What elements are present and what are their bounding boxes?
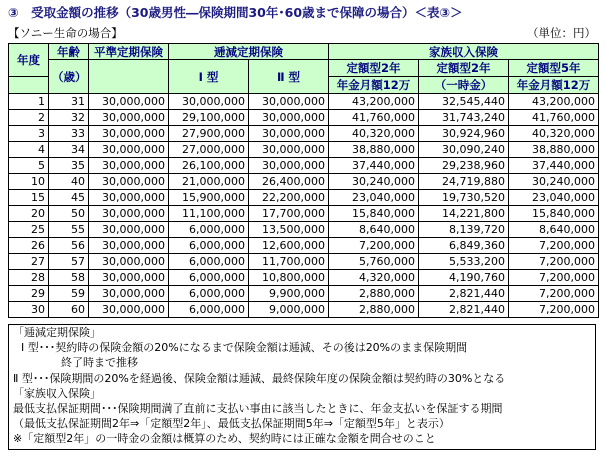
table-cell: 31,743,240 bbox=[419, 110, 509, 126]
level-term-header: 平準定期保険 bbox=[89, 44, 169, 60]
table-cell: 30,000,000 bbox=[249, 158, 329, 174]
table-cell: 40,320,000 bbox=[509, 126, 599, 142]
table-cell: 27,000,000 bbox=[169, 142, 249, 158]
decreasing-term-header: 逓減定期保険 bbox=[169, 44, 329, 60]
table-cell: 2 bbox=[9, 110, 49, 126]
table-row bbox=[9, 158, 599, 174]
table-cell: 30,000,000 bbox=[89, 110, 169, 126]
note-line: ※「定額型2年」の一時金の金額は概算のため、契約時には正確な金額を問合せのこと bbox=[13, 432, 436, 446]
table-cell: 30,000,000 bbox=[249, 126, 329, 142]
table-cell: 13,500,000 bbox=[249, 222, 329, 238]
table-cell: 30,000,000 bbox=[89, 254, 169, 270]
table-cell: 15,840,000 bbox=[509, 206, 599, 222]
table-cell: 26 bbox=[9, 238, 49, 254]
table-cell: 30,000,000 bbox=[89, 94, 169, 110]
table-cell: 32 bbox=[49, 110, 89, 126]
table-cell: 26,400,000 bbox=[249, 174, 329, 190]
table-cell: 10,800,000 bbox=[249, 270, 329, 286]
table-cell: 40,320,000 bbox=[329, 126, 419, 142]
benefit-table bbox=[8, 43, 599, 318]
year-header: 年度 bbox=[9, 44, 49, 77]
table-cell: 8,640,000 bbox=[509, 222, 599, 238]
table-cell: 50 bbox=[49, 206, 89, 222]
type2-header: Ⅱ 型 bbox=[249, 60, 329, 94]
table-cell: 7,200,000 bbox=[509, 302, 599, 318]
table-cell: 3 bbox=[9, 126, 49, 142]
fixed2-annuity-header-l2: 年金月額12万 bbox=[329, 77, 419, 94]
table-cell: 30 bbox=[9, 302, 49, 318]
table-cell: 26,100,000 bbox=[169, 158, 249, 174]
table-cell: 14,221,800 bbox=[419, 206, 509, 222]
table-cell: 29,100,000 bbox=[169, 110, 249, 126]
note-line: Ⅱ 型･･･保険期間の20%を経過後、保険金額は逓減、最終保険年度の保険金額は契約時の30%となる bbox=[13, 371, 506, 385]
table-cell: 6,000,000 bbox=[169, 238, 249, 254]
table-cell: 8,139,720 bbox=[419, 222, 509, 238]
table-cell: 30,090,240 bbox=[419, 142, 509, 158]
table-cell: 30,000,000 bbox=[89, 190, 169, 206]
note-line: Ⅰ 型･･･契約時の保険金額の20%になるまで保険金額は逓減、その後は20%のまま保険期間 bbox=[21, 341, 468, 355]
table-row bbox=[9, 238, 599, 254]
table-cell: 11,100,000 bbox=[169, 206, 249, 222]
table-row bbox=[9, 110, 599, 126]
table-cell: 9,000,000 bbox=[249, 302, 329, 318]
table-cell: 37,440,000 bbox=[509, 158, 599, 174]
table-cell: 15,900,000 bbox=[169, 190, 249, 206]
table-cell: 58 bbox=[49, 270, 89, 286]
fixed2-lump-header-l1: 定額型2年 bbox=[419, 60, 509, 77]
unit-label: （単位：円） bbox=[527, 26, 596, 40]
table-cell: 6,849,360 bbox=[419, 238, 509, 254]
fixed2-lump-header-l2: （一時金） bbox=[419, 77, 509, 94]
table-cell: 59 bbox=[49, 286, 89, 302]
table-cell: 23,040,000 bbox=[329, 190, 419, 206]
table-cell: 41,760,000 bbox=[509, 110, 599, 126]
table-cell: 30,000,000 bbox=[249, 110, 329, 126]
page-title: ③ 受取金額の推移（30歳男性―保険期間30年･60歳まで保障の場合）＜表③＞ bbox=[8, 5, 463, 20]
table-cell: 57 bbox=[49, 254, 89, 270]
table-cell: 5 bbox=[9, 158, 49, 174]
type1-header: Ⅰ 型 bbox=[169, 60, 249, 94]
table-cell: 37,440,000 bbox=[329, 158, 419, 174]
table-cell: 30,240,000 bbox=[509, 174, 599, 190]
table-cell: 34 bbox=[49, 142, 89, 158]
table-cell: 21,000,000 bbox=[169, 174, 249, 190]
note-line: 最低支払保証期間･･･保険期間満了直前に支払い事由に該当したときに、年金支払いを保証する期間 bbox=[13, 402, 503, 416]
table-cell: 30,240,000 bbox=[329, 174, 419, 190]
table-cell: 11,700,000 bbox=[249, 254, 329, 270]
fixed2-annuity-header-l1: 定額型2年 bbox=[329, 60, 419, 77]
table-cell: 7,200,000 bbox=[509, 270, 599, 286]
table-cell: 5,533,200 bbox=[419, 254, 509, 270]
table-cell: 32,545,440 bbox=[419, 94, 509, 110]
table-cell: 15 bbox=[9, 190, 49, 206]
table-row bbox=[9, 270, 599, 286]
table-cell: 30,924,960 bbox=[419, 126, 509, 142]
note-line: 「家族収入保険」 bbox=[13, 386, 101, 400]
table-cell: 30,000,000 bbox=[89, 126, 169, 142]
table-cell: 6,000,000 bbox=[169, 254, 249, 270]
fixed5-annuity-header-l2: 年金月額12万 bbox=[509, 77, 599, 94]
table-cell: 2,821,440 bbox=[419, 286, 509, 302]
note-line: 「逓減定期保険」 bbox=[13, 326, 101, 339]
table-cell: 19,730,520 bbox=[419, 190, 509, 206]
table-cell: 7,200,000 bbox=[509, 286, 599, 302]
notes-box bbox=[8, 324, 596, 450]
table-row bbox=[9, 286, 599, 302]
table-cell: 15,840,000 bbox=[329, 206, 419, 222]
table-cell: 55 bbox=[49, 222, 89, 238]
table-cell: 35 bbox=[49, 158, 89, 174]
table-cell: 6,000,000 bbox=[169, 270, 249, 286]
company-label: 【ソニー生命の場合】 bbox=[8, 26, 123, 40]
table-cell: 7,200,000 bbox=[509, 238, 599, 254]
table-cell: 30,000,000 bbox=[89, 222, 169, 238]
table-cell: 6,000,000 bbox=[169, 286, 249, 302]
table-cell: 2,821,440 bbox=[419, 302, 509, 318]
table-cell: 1 bbox=[9, 94, 49, 110]
table-cell: 9,900,000 bbox=[249, 286, 329, 302]
table-cell: 38,880,000 bbox=[329, 142, 419, 158]
table-cell: 4,190,760 bbox=[419, 270, 509, 286]
table-cell: 45 bbox=[49, 190, 89, 206]
table-row bbox=[9, 254, 599, 270]
table-cell: 2,880,000 bbox=[329, 302, 419, 318]
table-cell: 30,000,000 bbox=[89, 174, 169, 190]
table-cell: 25 bbox=[9, 222, 49, 238]
level-term-blank bbox=[89, 60, 169, 94]
table-row bbox=[9, 126, 599, 142]
table-cell: 30,000,000 bbox=[89, 142, 169, 158]
table-cell: 7,200,000 bbox=[509, 254, 599, 270]
table-cell: 4,320,000 bbox=[329, 270, 419, 286]
table-cell: 6,000,000 bbox=[169, 302, 249, 318]
table-cell: 8,640,000 bbox=[329, 222, 419, 238]
table-cell: 20 bbox=[9, 206, 49, 222]
table-cell: 33 bbox=[49, 126, 89, 142]
fixed5-annuity-header-l1: 定額型5年 bbox=[509, 60, 599, 77]
table-cell: 23,040,000 bbox=[509, 190, 599, 206]
table-cell: 43,200,000 bbox=[329, 94, 419, 110]
table-cell: 43,200,000 bbox=[509, 94, 599, 110]
table-cell: 27 bbox=[9, 254, 49, 270]
table-cell: 30,000,000 bbox=[249, 94, 329, 110]
table-cell: 30,000,000 bbox=[89, 206, 169, 222]
table-cell: 7,200,000 bbox=[329, 238, 419, 254]
table-cell: 30,000,000 bbox=[89, 238, 169, 254]
note-line: （最低支払保証期間2年⇒「定額型2年」、最低支払保証期間5年⇒「定額型5年」と表示） bbox=[13, 417, 450, 431]
table-cell: 29,238,960 bbox=[419, 158, 509, 174]
year-header-blank bbox=[9, 77, 49, 94]
table-cell: 31 bbox=[49, 94, 89, 110]
table-cell: 17,700,000 bbox=[249, 206, 329, 222]
table-cell: 40 bbox=[49, 174, 89, 190]
table-cell: 5,760,000 bbox=[329, 254, 419, 270]
family-income-header: 家族収入保険 bbox=[329, 44, 599, 60]
table-cell: 27,900,000 bbox=[169, 126, 249, 142]
age-unit-header: （歳） bbox=[49, 60, 89, 94]
table-cell: 2,880,000 bbox=[329, 286, 419, 302]
table-row bbox=[9, 174, 599, 190]
table-cell: 28 bbox=[9, 270, 49, 286]
table-row bbox=[9, 190, 599, 206]
table-cell: 10 bbox=[9, 174, 49, 190]
table-row bbox=[9, 222, 599, 238]
table-cell: 41,760,000 bbox=[329, 110, 419, 126]
table-row bbox=[9, 142, 599, 158]
table-cell: 12,600,000 bbox=[249, 238, 329, 254]
table-cell: 6,000,000 bbox=[169, 222, 249, 238]
table-cell: 30,000,000 bbox=[89, 302, 169, 318]
table-row bbox=[9, 302, 599, 318]
table-cell: 30,000,000 bbox=[89, 158, 169, 174]
table-cell: 30,000,000 bbox=[89, 270, 169, 286]
table-cell: 22,200,000 bbox=[249, 190, 329, 206]
table-cell: 4 bbox=[9, 142, 49, 158]
note-line: 終了時まで推移 bbox=[61, 356, 138, 370]
table-cell: 60 bbox=[49, 302, 89, 318]
table-row bbox=[9, 94, 599, 110]
table-cell: 30,000,000 bbox=[249, 142, 329, 158]
table-cell: 29 bbox=[9, 286, 49, 302]
table-cell: 30,000,000 bbox=[169, 94, 249, 110]
table-cell: 24,719,880 bbox=[419, 174, 509, 190]
table-cell: 38,880,000 bbox=[509, 142, 599, 158]
table-cell: 56 bbox=[49, 238, 89, 254]
age-header: 年齢 bbox=[49, 44, 89, 60]
table-cell: 30,000,000 bbox=[89, 286, 169, 302]
table-row bbox=[9, 206, 599, 222]
